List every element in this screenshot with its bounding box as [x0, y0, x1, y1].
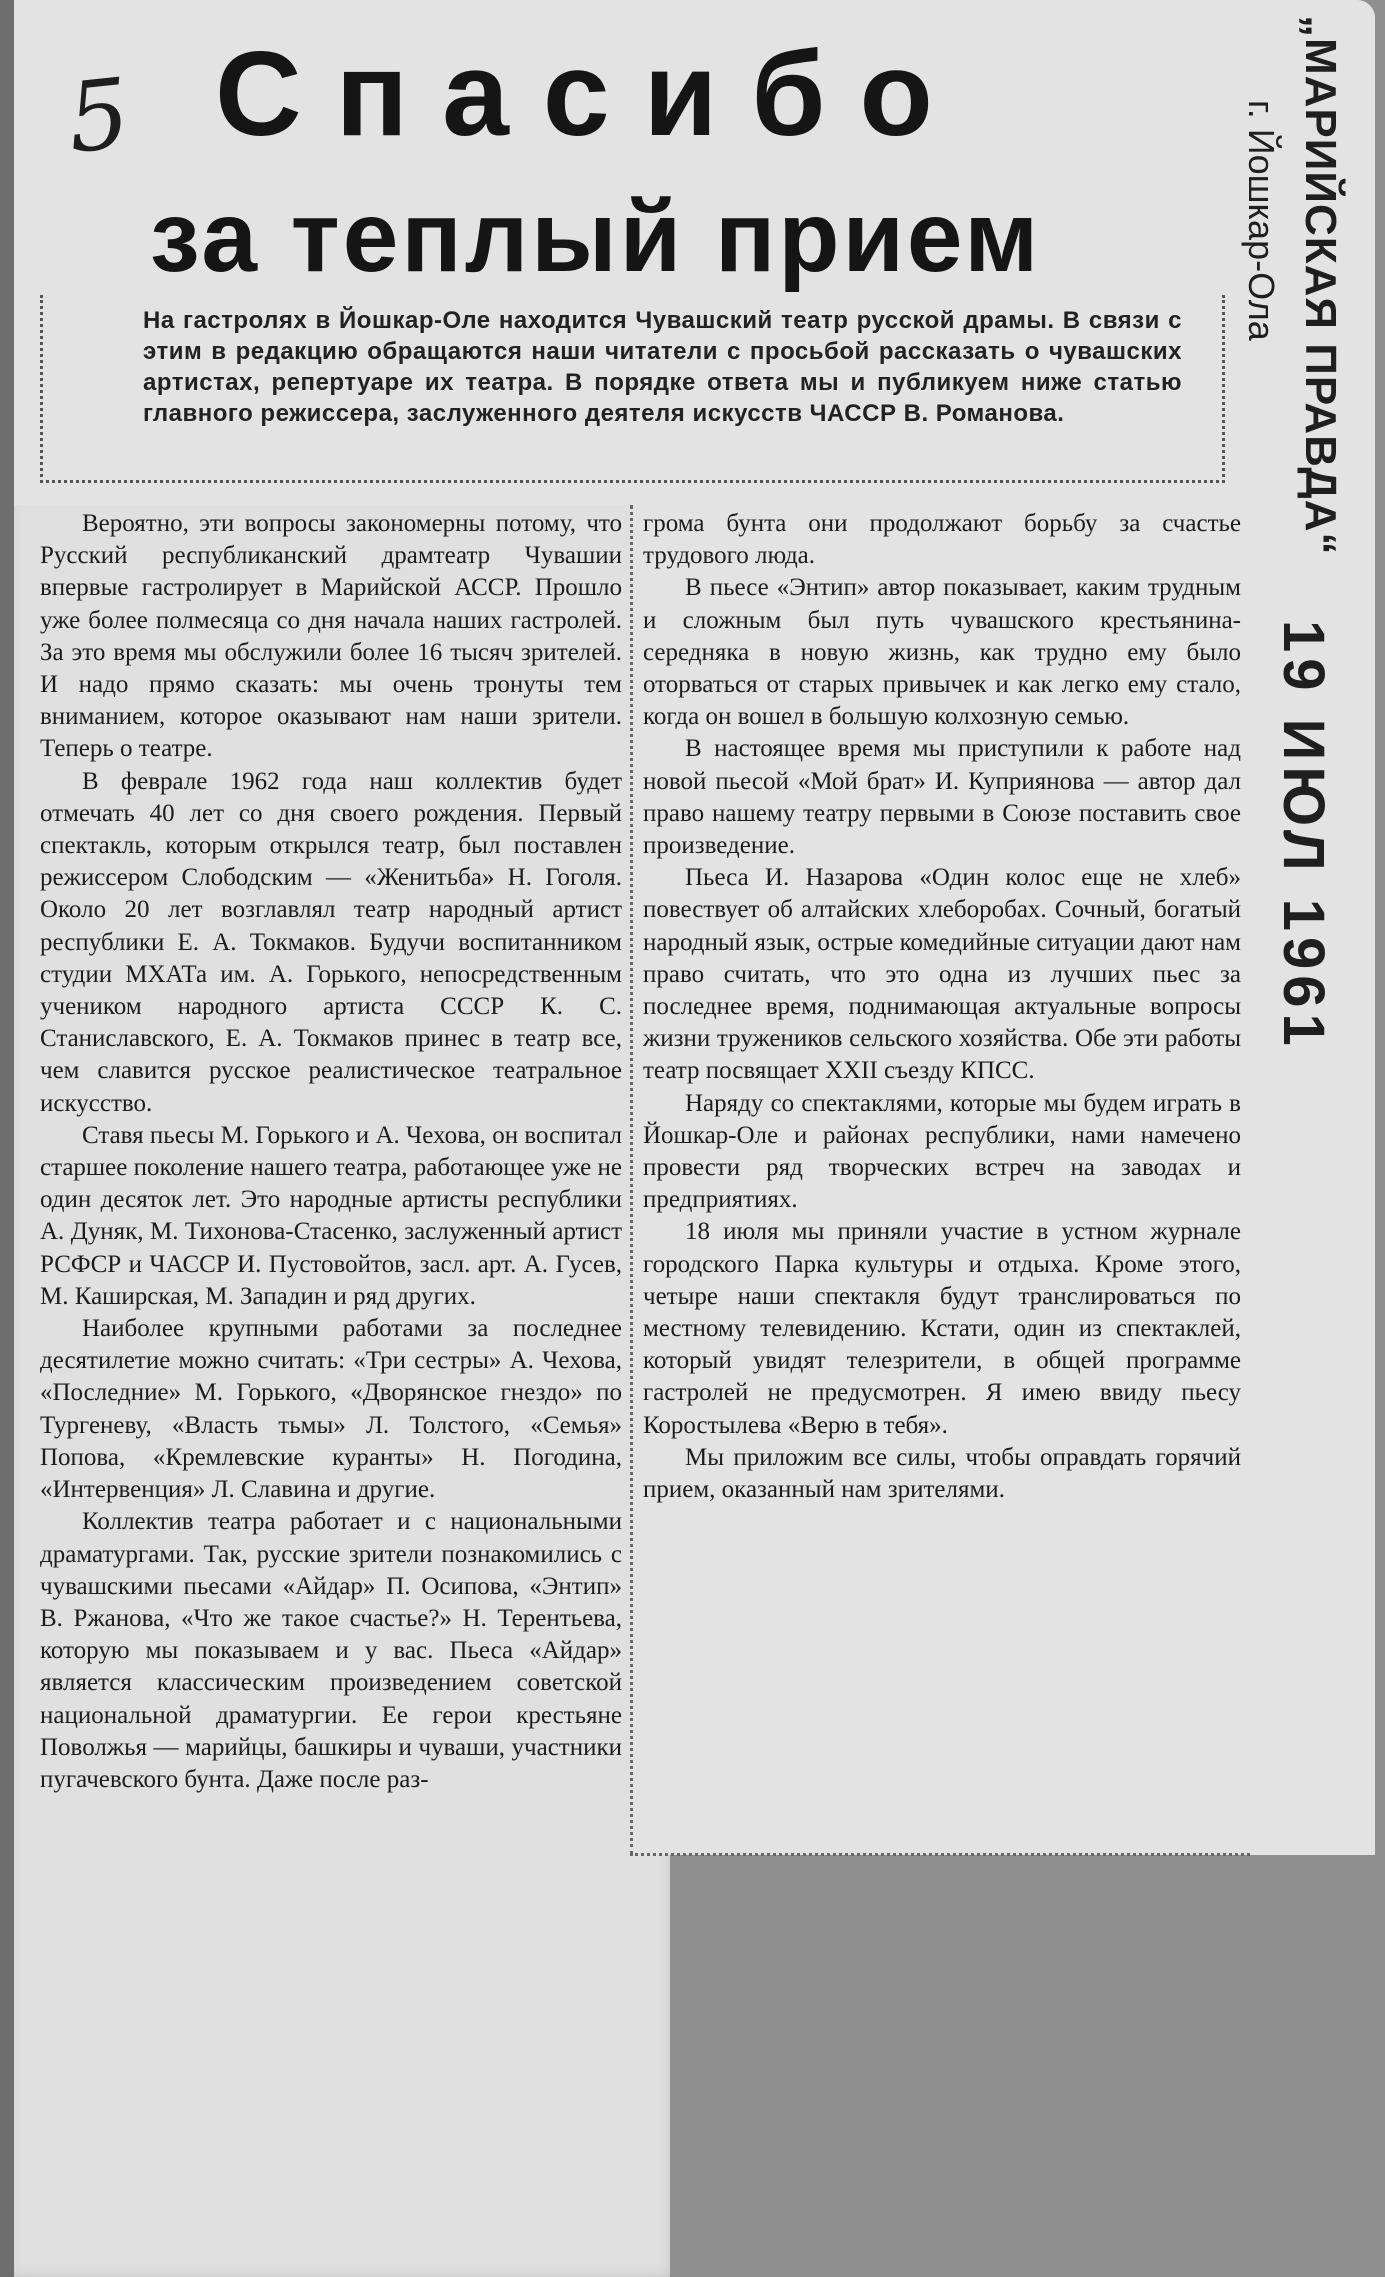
lead-box — [40, 295, 1225, 483]
paragraph: Мы приложим все силы, чтобы оправдать горячий прием, оказанный нам зрителями. — [643, 1443, 1241, 1504]
paragraph: грома бунта они продолжают борьбу за счастье трудового люда. — [643, 510, 1241, 570]
paragraph: Коллектив театра работает и с национальными драматургами. Так, русские зрители познакомились с чувашскими пьесами «Айдар» П. Осипова, «Энтип» В. Ржанова, «Что же такое счастье?» Н. Терентьева, которую мы показываем и у вас. Пьеса «Айдар» является классическим произведением советской национальной драматургии. Ее герои крестьяне Поволжья — марийцы, башкиры и чуваши, участники пугачевского бунта. Даже после раз- — [40, 1508, 622, 1793]
paragraph: Вероятно, эти вопросы закономерны потому, что Русский республиканский драмтеатр Чувашии впервые гастролирует в Марийской АССР. Прошло уже более полмесяца со дня начала наших гастролей. За это время мы обслужили более 16 тысяч зрителей. И надо прямо сказать: мы очень тронуты тем вниманием, которое оказывают нам наши зрители. Теперь о театре. — [40, 510, 622, 763]
paragraph: Наряду со спектаклями, которые мы будем играть в Йошкар-Оле и районах республики, нами намечено провести ряд творческих встреч на заводах и предприятиях. — [643, 1089, 1241, 1214]
paragraph: Пьеса И. Назарова «Один колос еще не хлеб» повествует об алтайских хлеборобах. Сочный, богатый народный язык, острые комедийные ситуации дают нам право считать, что это одна из лучших пьес за последнее время, поднимающая актуальные вопросы жизни тружеников сельского хозяйства. Обе эти работы театр посвящает XXII съезду КПСС. — [643, 864, 1241, 1085]
paragraph: В настоящее время мы приступили к работе над новой пьесой «Мой брат» И. Куприянова — автор дал право нашему театру первыми в Союзе поставить свое произведение. — [643, 735, 1241, 860]
column-divider — [630, 505, 636, 1855]
paragraph: В феврале 1962 года наш коллектив будет отмечать 40 лет со дня своего рождения. Первый спектакль, которым открылся театр, был поставлен режиссером Слободским — «Женитьба» Н. Гоголя. Около 20 лет возглавлял театр народный артист республики Е. А. Токмаков. Будучи воспитанником студии МХАТа им. А. Горького, непосредственным учеником народного артиста СССР К. С. Станиславского, Е. А. Токмаков принес в театр все, чем славится русское реалистическое театральное искусство. — [40, 767, 622, 1117]
date-stamp: 19 ИЮЛ 1961 — [1271, 620, 1336, 1052]
scan-edge — [0, 0, 14, 2277]
headline-line2: за теплый прием — [150, 181, 1042, 293]
end-divider — [630, 1853, 1250, 1856]
lead-paragraph: На гастролях в Йошкар-Оле находится Чувашский театр русской драмы. В связи с этим в редакцию обращаются наши читатели с просьбой рассказать о чувашских артистах, репертуаре их театра. В порядке ответа мы и публикуем ниже статью главного режиссера, заслуженного деятеля искусств ЧАССР В. Романова. — [143, 307, 1182, 427]
newspaper-city: г. Йошкар-Ола — [1241, 100, 1282, 341]
article-column-1 — [40, 508, 622, 1796]
paragraph: Наиболее крупными работами за последнее десятилетие можно считать: «Три сестры» А. Чехова, «Последние» М. Горького, «Дворянское гнездо» по Тургеневу, «Власть тьмы» Л. Толстого, «Семья» Попова, «Кремлевские куранты» Н. Погодина, «Интервенция» Л. Славина и другие. — [40, 1315, 622, 1504]
article-column-2 — [643, 508, 1241, 1506]
paragraph: В пьесе «Энтип» автор показывает, каким трудным и сложным был путь чувашского крестьянина-середняка в новую жизнь, как трудно ему было оторваться от старых привычек и как легко ему стало, когда он вошел в большую колхозную семью. — [643, 574, 1241, 731]
headline-line1: Спасибо — [215, 27, 967, 161]
handwritten-number: 5 — [62, 57, 135, 175]
newspaper-name: „МАРИЙСКАЯ ПРАВДА“ — [1296, 15, 1345, 556]
paragraph: Ставя пьесы М. Горького и А. Чехова, он воспитал старшее поколение нашего театра, работающее уже не один десяток лет. Это народные артисты республики А. Дуняк, М. Тихонова-Стасенко, заслуженный артист РСФСР и ЧАССР И. Пустовойтов, засл. арт. А. Гусев, М. Каширская, М. Западин и ряд других. — [40, 1121, 622, 1310]
paragraph: 18 июля мы приняли участие в устном журнале городского Парка культуры и отдыха. Кроме этого, четыре наши спектакля будут транслироваться по местному телевидению. Кстати, один из спектаклей, который увидят телезрители, в общей программе гастролей не предусмотрен. Я имею ввиду пьесу Коростылева «Верю в тебя». — [643, 1218, 1241, 1439]
